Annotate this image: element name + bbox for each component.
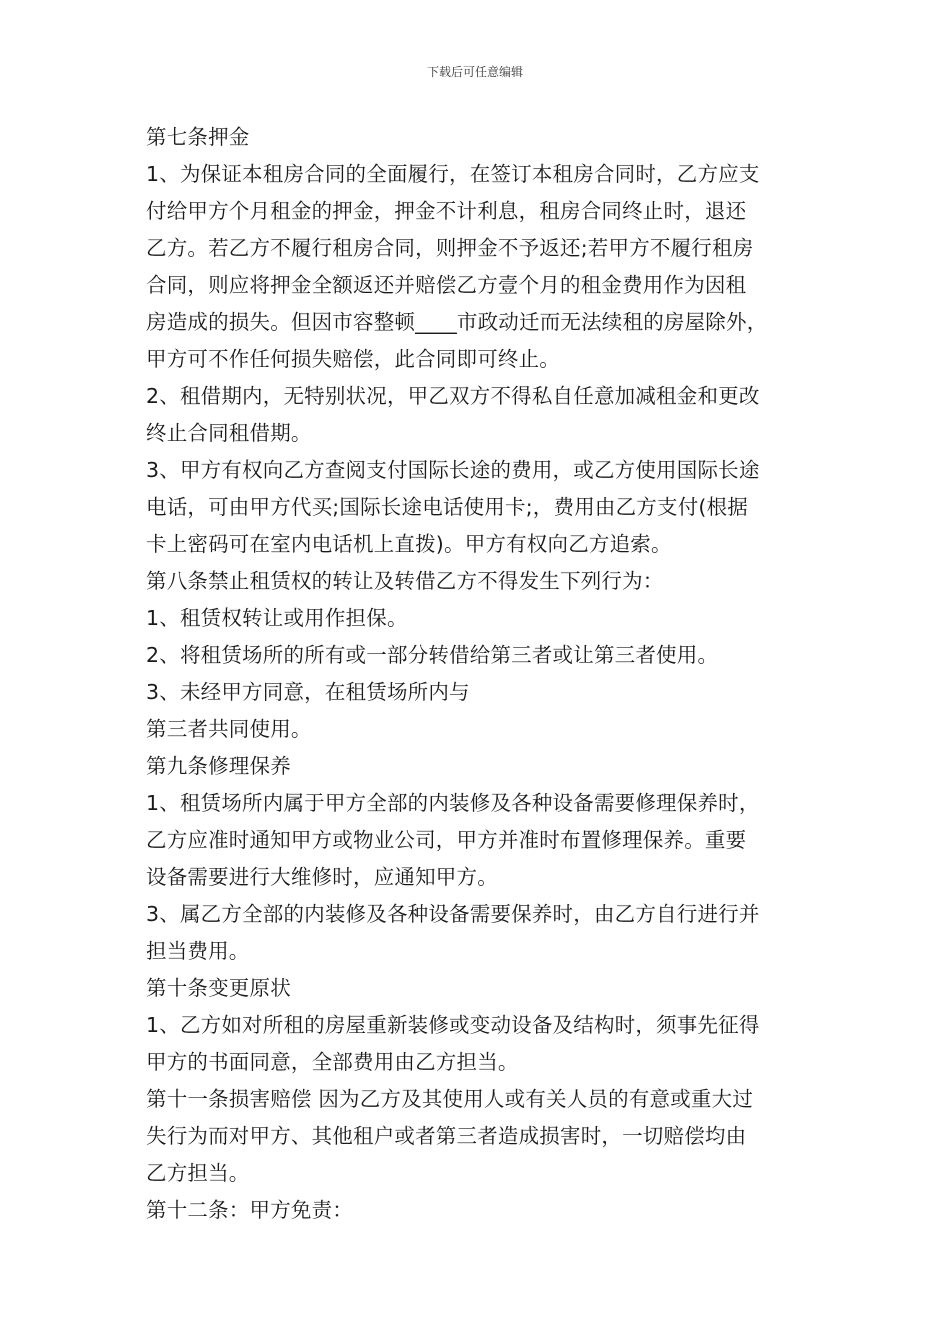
section-heading-9: 第九条修理保养 bbox=[146, 754, 291, 778]
section-heading-11: 第十一条损害赔偿 因为乙方及其使用人或有关人员的有意或重大过 bbox=[146, 1087, 754, 1111]
paragraph-line: 失行为而对甲方、其他租户或者第三者造成损害时，一切赔偿均由 bbox=[146, 1124, 747, 1148]
paragraph-line: 甲方的书面同意，全部费用由乙方担当。 bbox=[146, 1050, 519, 1074]
paragraph-line: 设备需要进行大维修时，应通知甲方。 bbox=[146, 865, 498, 889]
section-heading-8: 第八条禁止租赁权的转让及转借乙方不得发生下列行为： bbox=[146, 569, 664, 593]
paragraph-line: 3、属乙方全部的内装修及各种设备需要保养时，由乙方自行进行并 bbox=[146, 902, 760, 926]
paragraph-line: 卡上密码可在室内电话机上直拨)。甲方有权向乙方追索。 bbox=[146, 532, 672, 556]
paragraph-line: 1、为保证本租房合同的全面履行，在签订本租房合同时，乙方应支 bbox=[146, 162, 760, 186]
paragraph-line: 合同，则应将押金全额返还并赔偿乙方壹个月的租金费用作为因租 bbox=[146, 273, 747, 297]
paragraph-line: 电话，可由甲方代买;国际长途电话使用卡;，费用由乙方支付(根据 bbox=[146, 495, 749, 519]
section-heading-10: 第十条变更原状 bbox=[146, 976, 291, 1000]
paragraph-line: 3、未经甲方同意，在租赁场所内与 bbox=[146, 680, 470, 704]
paragraph-line: 第三者共同使用。 bbox=[146, 717, 312, 741]
paragraph-line: 2、将租赁场所的所有或一部分转借给第三者或让第三者使用。 bbox=[146, 643, 719, 667]
paragraph-line: 乙方担当。 bbox=[146, 1161, 250, 1185]
paragraph-line: 乙方。若乙方不履行租房合同，则押金不予返还;若甲方不履行租房 bbox=[146, 236, 754, 260]
paragraph-line: 终止合同租借期。 bbox=[146, 421, 312, 445]
page-header: 下载后可任意编辑 bbox=[426, 65, 523, 79]
paragraph-line: 乙方应准时通知甲方或物业公司，甲方并准时布置修理保养。重要 bbox=[146, 828, 747, 852]
paragraph-line: 1、乙方如对所租的房屋重新装修或变动设备及结构时，须事先征得 bbox=[146, 1013, 760, 1037]
paragraph-line: 1、租赁场所内属于甲方全部的内装修及各种设备需要修理保养时， bbox=[146, 791, 760, 815]
paragraph-line: 2、租借期内，无特别状况，甲乙双方不得私自任意加减租金和更改 bbox=[146, 384, 760, 408]
section-heading-12: 第十二条：甲方免责： bbox=[146, 1198, 353, 1222]
paragraph-line: 担当费用。 bbox=[146, 939, 250, 963]
paragraph-line: 3、甲方有权向乙方查阅支付国际长途的费用，或乙方使用国际长途 bbox=[146, 458, 760, 482]
paragraph-line: 甲方可不作任何损失赔偿，此合同即可终止。 bbox=[146, 347, 560, 371]
section-heading-7: 第七条押金 bbox=[146, 125, 250, 149]
paragraph-line: 1、租赁权转让或用作担保。 bbox=[146, 606, 408, 630]
document-body bbox=[146, 119, 826, 1229]
paragraph-line: 房造成的损失。但因市容整顿____市政动迁而无法续租的房屋除外， bbox=[146, 310, 768, 334]
paragraph-line: 付给甲方个月租金的押金，押金不计利息，租房合同终止时，退还 bbox=[146, 199, 747, 223]
